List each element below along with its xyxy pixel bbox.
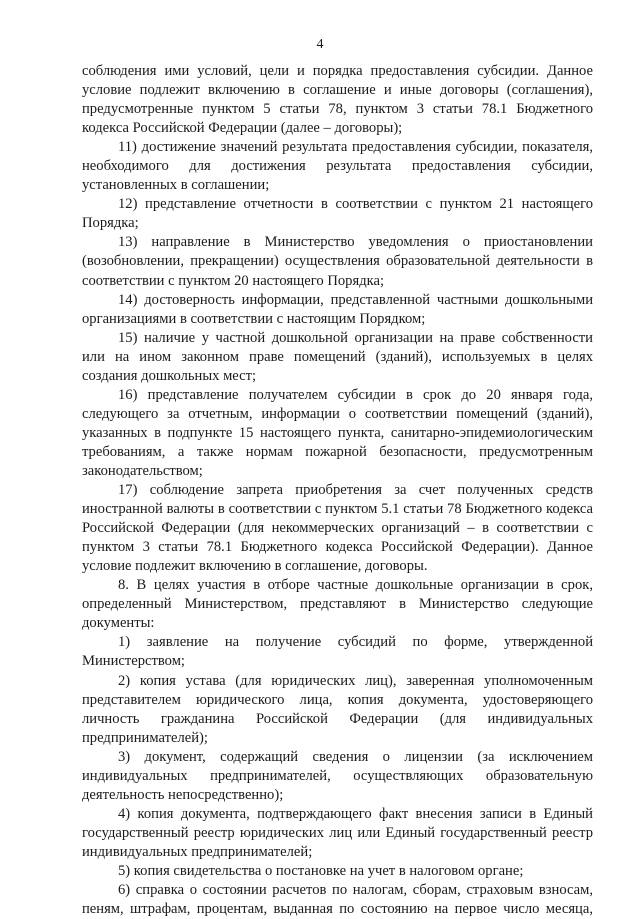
paragraph-continuation: соблюдения ими условий, цели и порядка предоставления субсидии. Данное условие подлежит включению в соглашение и иные договоры (соглашения), предусмотренные пунктом 5 статьи 78, пунктом 3 статьи 78.1 Бюджетного кодекса Российской Федерации (далее – договоры); bbox=[82, 63, 593, 137]
document-item-4: 4) копия документа, подтверждающего факт внесения записи в Единый государственный реестр юридических лиц или Единый государственный реестр индивидуальных предпринимателей; bbox=[82, 805, 593, 860]
document-body bbox=[82, 62, 593, 919]
list-item-13: 13) направление в Министерство уведомления о приостановлении (возобновлении, прекращении) осуществления образовательной деятельности в соответствии с пунктом 20 настоящего Порядка; bbox=[82, 234, 593, 289]
list-item-17: 17) соблюдение запрета приобретения за счет полученных средств иностранной валюты в соответствии с пунктом 5.1 статьи 78 Бюджетного кодекса Российской Федерации (для некоммерческих организаций – в соответствии с пунктом 3 статьи 78.1 Бюджетного кодекса Российской Федерации). Данное условие подлежит включению в соглашение, договоры. bbox=[82, 482, 593, 575]
list-item-16: 16) представление получателем субсидии в срок до 20 января года, следующего за отчетным, информации о соответствии помещений (зданий), указанных в подпункте 15 настоящего пункта, санитарно-эпидемиологическим требованиям, а также нормам пожарной безопасности, предусмотренным законодательством; bbox=[82, 386, 593, 479]
document-item-1: 1) заявление на получение субсидий по форме, утвержденной Министерством; bbox=[82, 634, 593, 670]
clause-8: 8. В целях участия в отборе частные дошкольные организации в срок, определенный Министерством, представляют в Министерство следующие документы: bbox=[82, 577, 593, 632]
document-item-6: 6) справка о состоянии расчетов по налогам, сборам, страховым взносам, пеням, штрафам, процентам, выданная по состоянию на первое число месяца, bbox=[82, 882, 593, 918]
document-item-5: 5) копия свидетельства о постановке на учет в налоговом органе; bbox=[118, 862, 524, 879]
list-item-11: 11) достижение значений результата предоставления субсидии, показателя, необходимого для достижения результата предоставления субсидии, установленных в соглашении; bbox=[82, 139, 593, 194]
list-item-14: 14) достоверность информации, представленной частными дошкольными организациями в соответствии с настоящим Порядком; bbox=[82, 291, 593, 327]
page-number: 4 bbox=[316, 37, 324, 52]
document-item-3: 3) документ, содержащий сведения о лицензии (за исключением индивидуальных предпринимателей, осуществляющих образовательную деятельность непосредственно); bbox=[82, 748, 593, 803]
document-item-2: 2) копия устава (для юридических лиц), заверенная уполномоченным представителем юридического лица, копия документа, удостоверяющего личность гражданина Российской Федерации (для индивидуальных предпринимателей); bbox=[82, 672, 593, 746]
list-item-15: 15) наличие у частной дошкольной организации на праве собственности или на ином законном праве помещений (зданий), используемых в целях создания дошкольных мест; bbox=[82, 329, 593, 384]
list-item-12: 12) представление отчетности в соответствии с пунктом 21 настоящего Порядка; bbox=[82, 196, 593, 232]
